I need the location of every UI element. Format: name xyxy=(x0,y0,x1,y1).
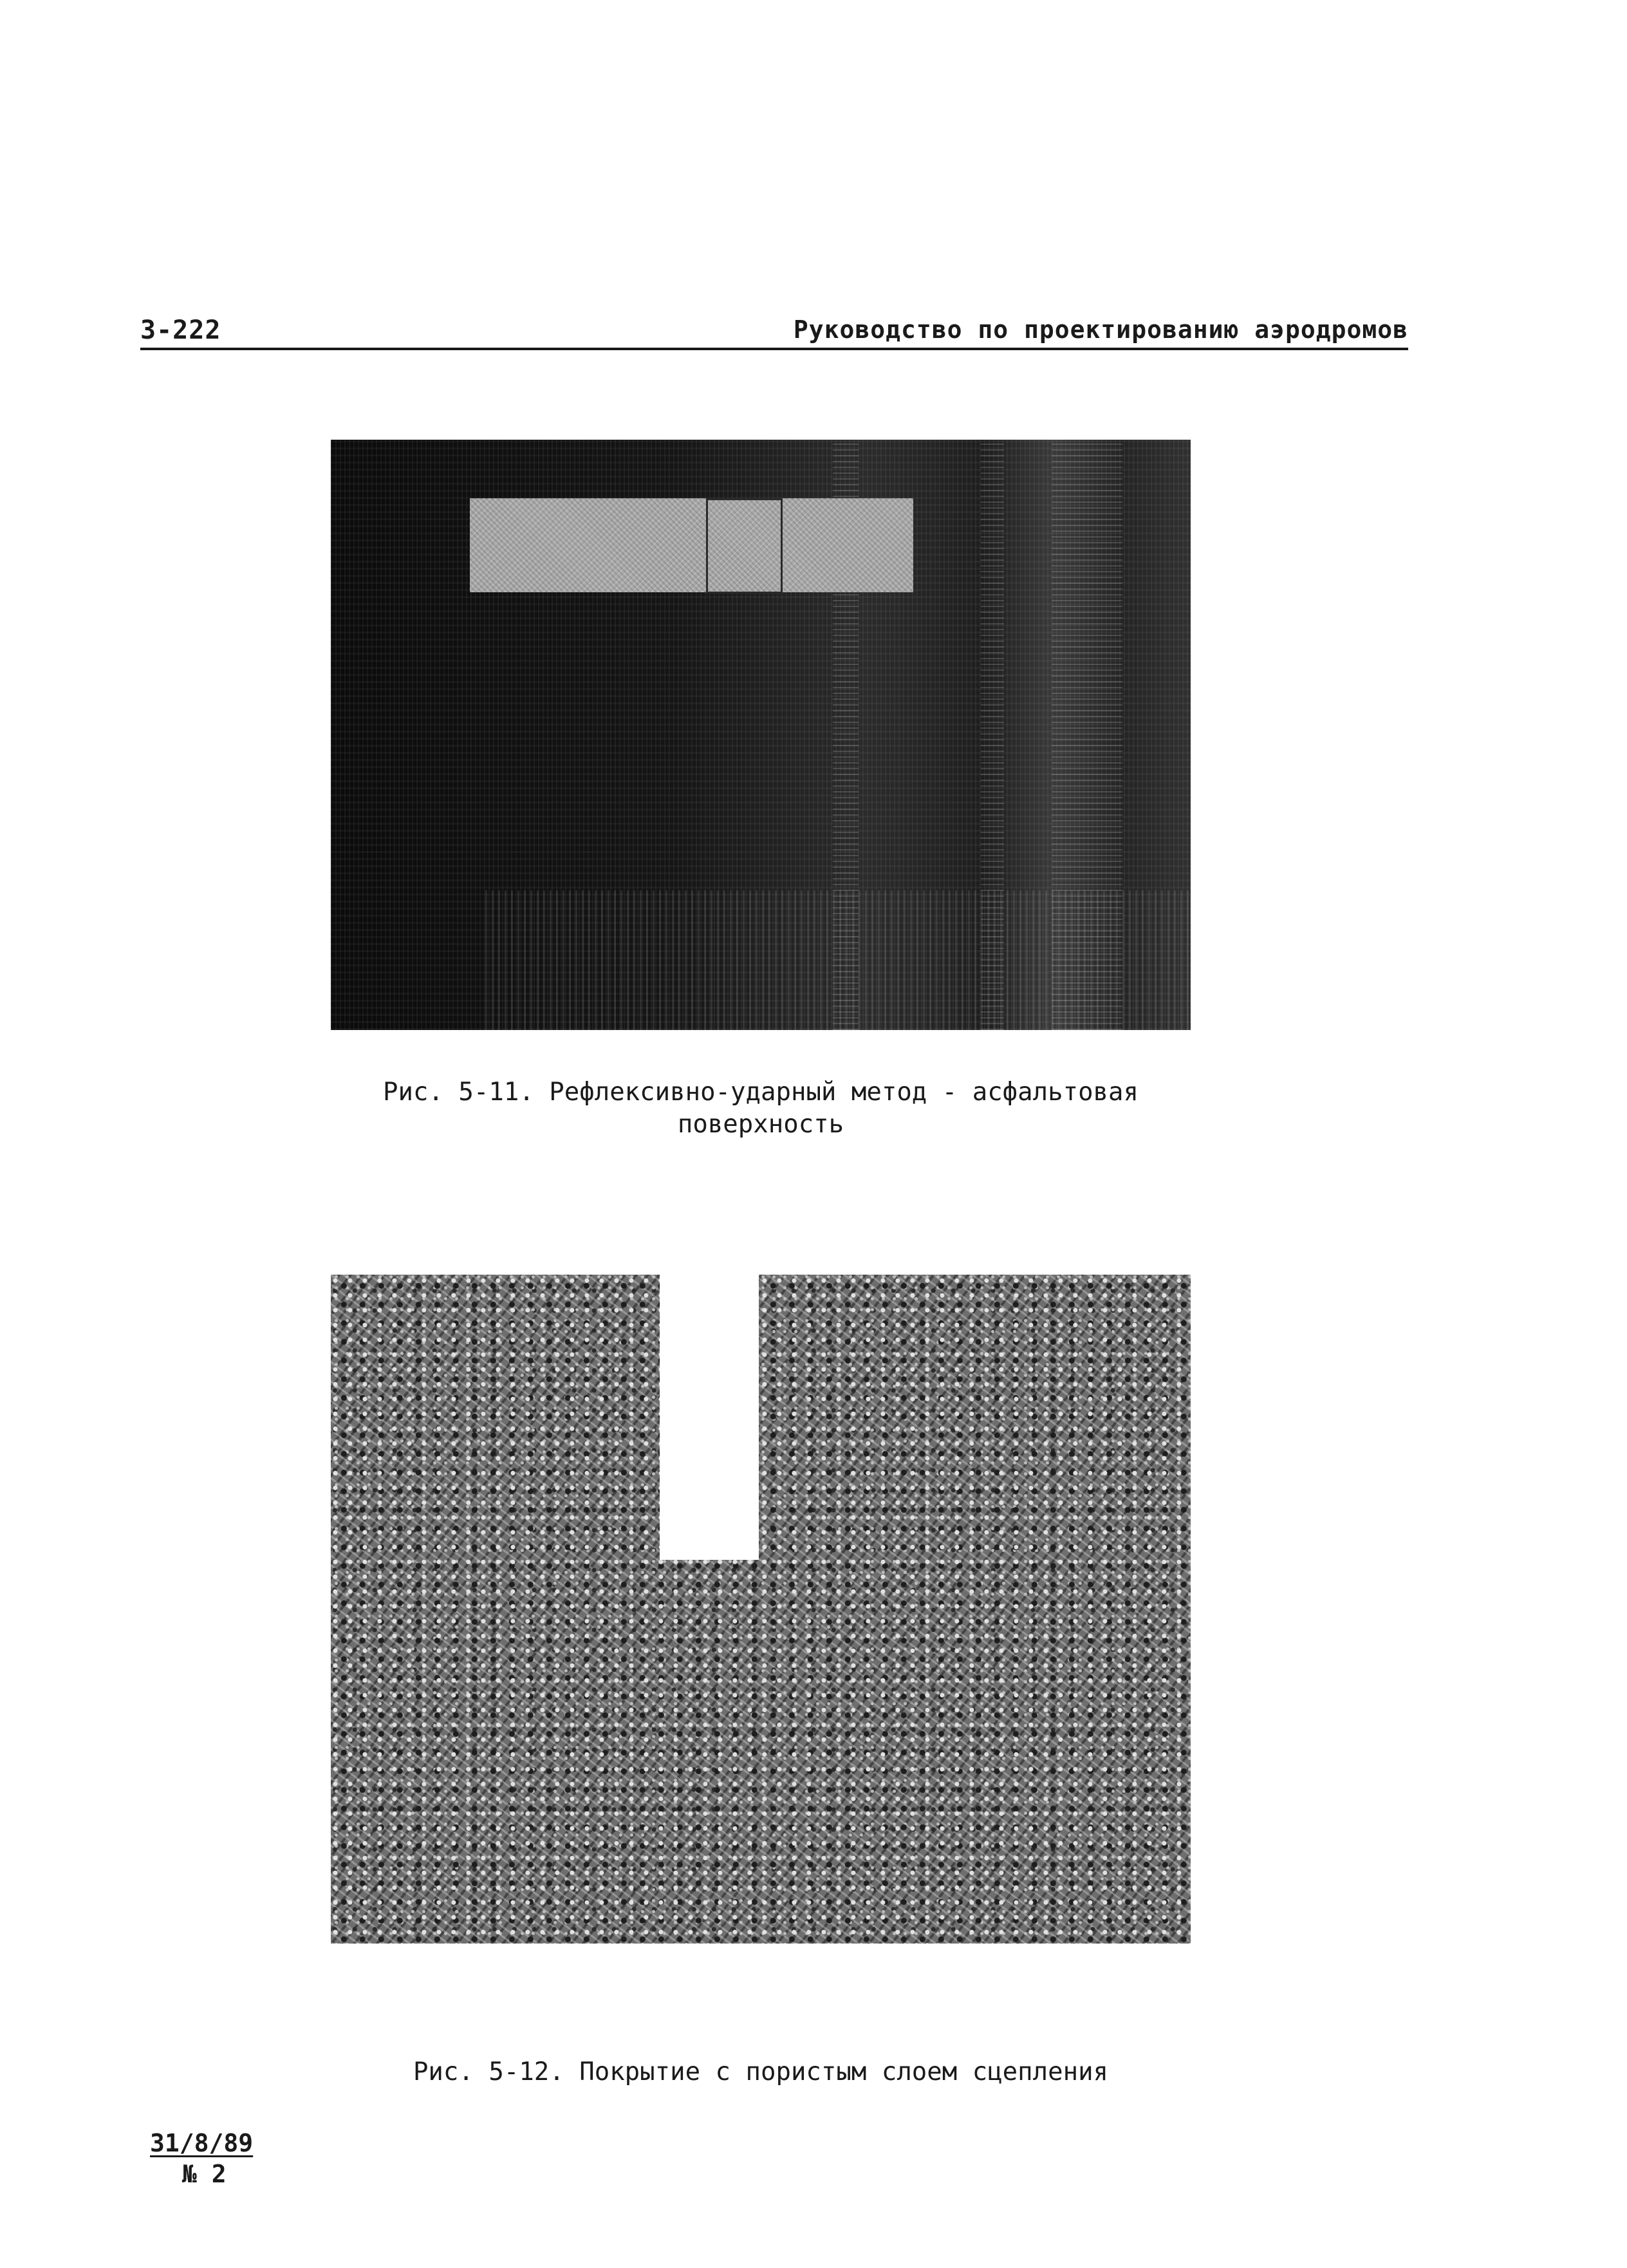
figure-5-12-photo xyxy=(331,1275,1191,1944)
running-title: Руководство по проектированию аэродромов xyxy=(793,315,1408,344)
issue-date: 31/8/89 xyxy=(150,2129,254,2157)
sample-card xyxy=(470,498,913,592)
page-header xyxy=(140,314,1408,350)
caption-line: поверхность xyxy=(677,1110,844,1139)
page-footer xyxy=(150,2128,253,2189)
figure-5-12-caption: Рис. 5-12. Покрытие с пористым слоем сцепления xyxy=(413,2057,1109,2086)
page-number: 3-222 xyxy=(140,315,221,345)
figure-5-11-caption xyxy=(331,1076,1191,1141)
photo-texture-band xyxy=(485,890,1191,1030)
photo-cutout-notch xyxy=(660,1275,759,1560)
sample-marker-box xyxy=(706,498,783,594)
figure-5-11-photo xyxy=(331,440,1191,1030)
caption-line: Рис. 5-11. Рефлексивно-ударный метод - асфальтовая xyxy=(383,1078,1139,1107)
issue-number: № 2 xyxy=(182,2160,227,2188)
